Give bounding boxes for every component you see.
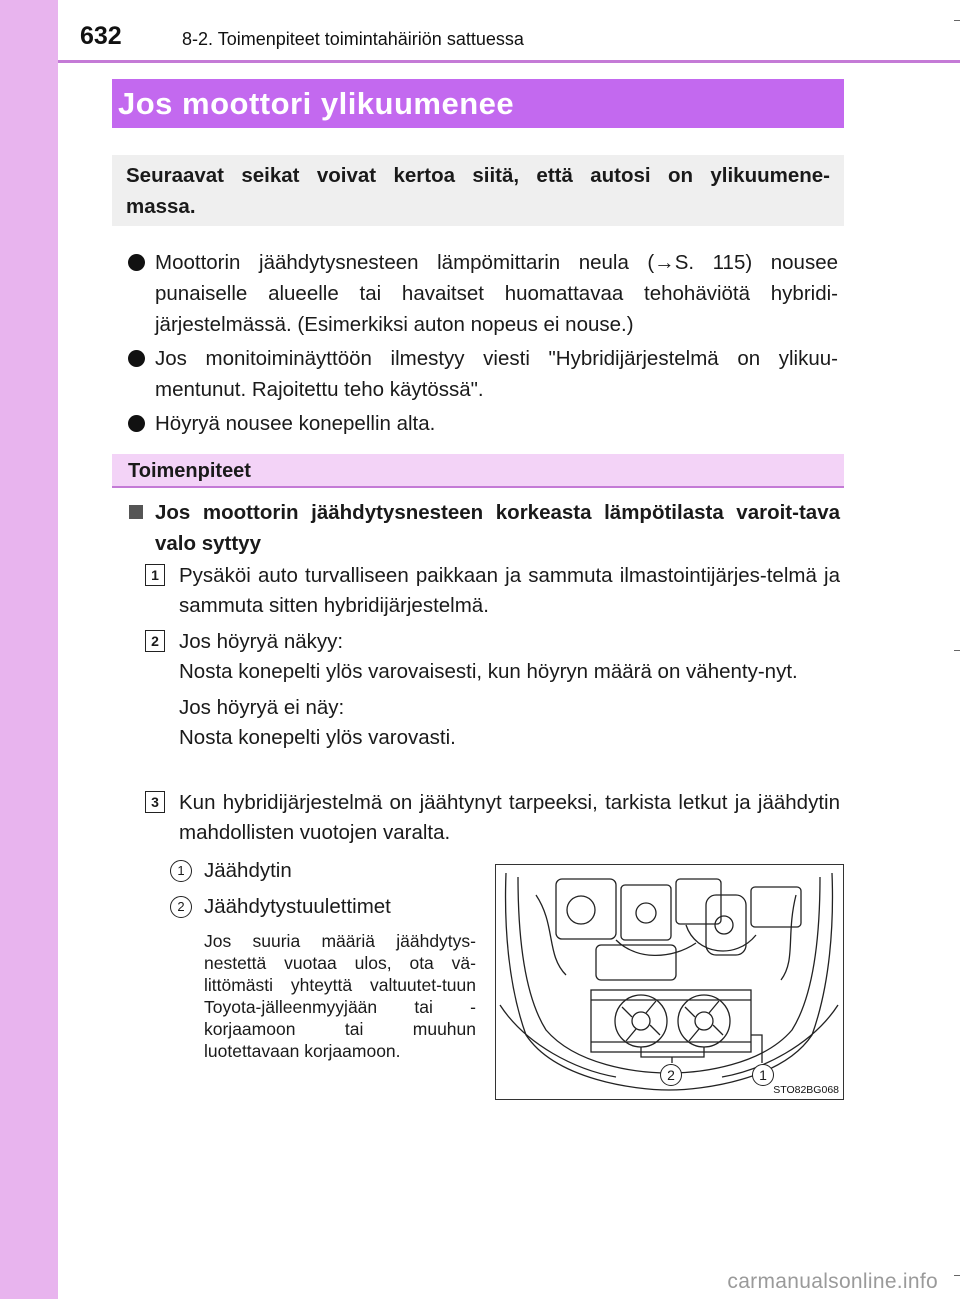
- legend-item-fans: [170, 893, 391, 921]
- subsection-title: Toimenpiteet: [112, 454, 844, 488]
- list-item: [128, 408, 838, 439]
- step-1: [145, 561, 840, 621]
- legend-label: Jäähdytin: [204, 859, 292, 882]
- running-header: 8-2. Toimenpiteet toimintahäiriön sattuessa: [182, 29, 524, 49]
- step-text: Pysäköi auto turvalliseen paikkaan ja sammuta ilmastointijärjes-telmä ja sammuta sitten hybridijärjestelmä.: [179, 564, 840, 617]
- figure-callout-1: 1: [752, 1064, 774, 1086]
- symptom-list: [128, 247, 838, 442]
- step-line: Jos höyryä näkyy:: [179, 630, 344, 653]
- intro-box: [112, 155, 844, 226]
- step-line: Jos höyryä ei näy:: [179, 696, 345, 719]
- page-number: 632: [80, 22, 122, 50]
- crop-mark: [954, 20, 960, 21]
- bullet-icon: [128, 254, 145, 271]
- bullet-icon: [128, 415, 145, 432]
- header-rule: [58, 60, 960, 63]
- step-number: 1: [145, 564, 165, 586]
- square-bullet-icon: [129, 505, 143, 519]
- step-number: 2: [145, 630, 165, 652]
- crop-mark: [954, 650, 960, 651]
- step-number: 3: [145, 791, 165, 813]
- callout-number: 1: [170, 860, 192, 882]
- step-text: [145, 627, 840, 753]
- step-2: [145, 627, 840, 753]
- side-strip: [0, 0, 58, 1299]
- step-line: Nosta konepelti ylös varovasti.: [179, 726, 456, 749]
- step-3: [145, 788, 840, 848]
- procedure-heading: [128, 497, 840, 559]
- engine-bay-illustration: [495, 864, 844, 1100]
- intro-text: Seuraavat seikat voivat kertoa siitä, että autosi on ylikuumene-massa.: [126, 163, 830, 218]
- bullet-text: Höyryä nousee konepellin alta.: [155, 412, 436, 435]
- bullet-icon: [128, 350, 145, 367]
- legend-item-radiator: [170, 857, 292, 885]
- figure-code: STO82BG068: [773, 1084, 839, 1096]
- legend-label: Jäähdytystuulettimet: [204, 895, 391, 918]
- page-title: Jos moottori ylikuumenee: [112, 79, 844, 128]
- bullet-text: Jos monitoiminäyttöön ilmestyy viesti "Hybridijärjestelmä on ylikuu-mentunut. Rajoitettu teho käytössä".: [155, 347, 838, 401]
- figure-callout-2: 2: [660, 1064, 682, 1086]
- bullet-text: Moottorin jäähdytysnesteen lämpömittarin neula (→S. 115) nousee punaiselle alueelle tai havaitset huomattavaa tehohäviötä hybridi-järjestelmässä. (Esimerkiksi auton nopeus ei nouse.): [155, 251, 838, 336]
- callout-number: 2: [170, 896, 192, 918]
- step-text: Kun hybridijärjestelmä on jäähtynyt tarpeeksi, tarkista letkut ja jäähdytin mahdollisten vuotojen varalta.: [179, 791, 840, 844]
- list-item: [128, 247, 838, 340]
- watermark: carmanualsonline.info: [727, 1270, 938, 1293]
- list-item: [128, 343, 838, 405]
- step-line: Nosta konepelti ylös varovaisesti, kun höyryn määrä on vähenty-nyt.: [179, 660, 798, 683]
- procedure-heading-text: Jos moottorin jäähdytysnesteen korkeasta lämpötilasta varoit-tava valo syttyy: [155, 501, 840, 555]
- warning-note: Jos suuria määriä jäähdytys-nestettä vuotaa ulos, ota vä-littömästi yhteyttä valtuutet-tuun Toyota-jälleenmyyjään tai -korjaamoon tai muuhun luotettavaan korjaamoon.: [204, 931, 476, 1061]
- crop-mark: [954, 1275, 960, 1276]
